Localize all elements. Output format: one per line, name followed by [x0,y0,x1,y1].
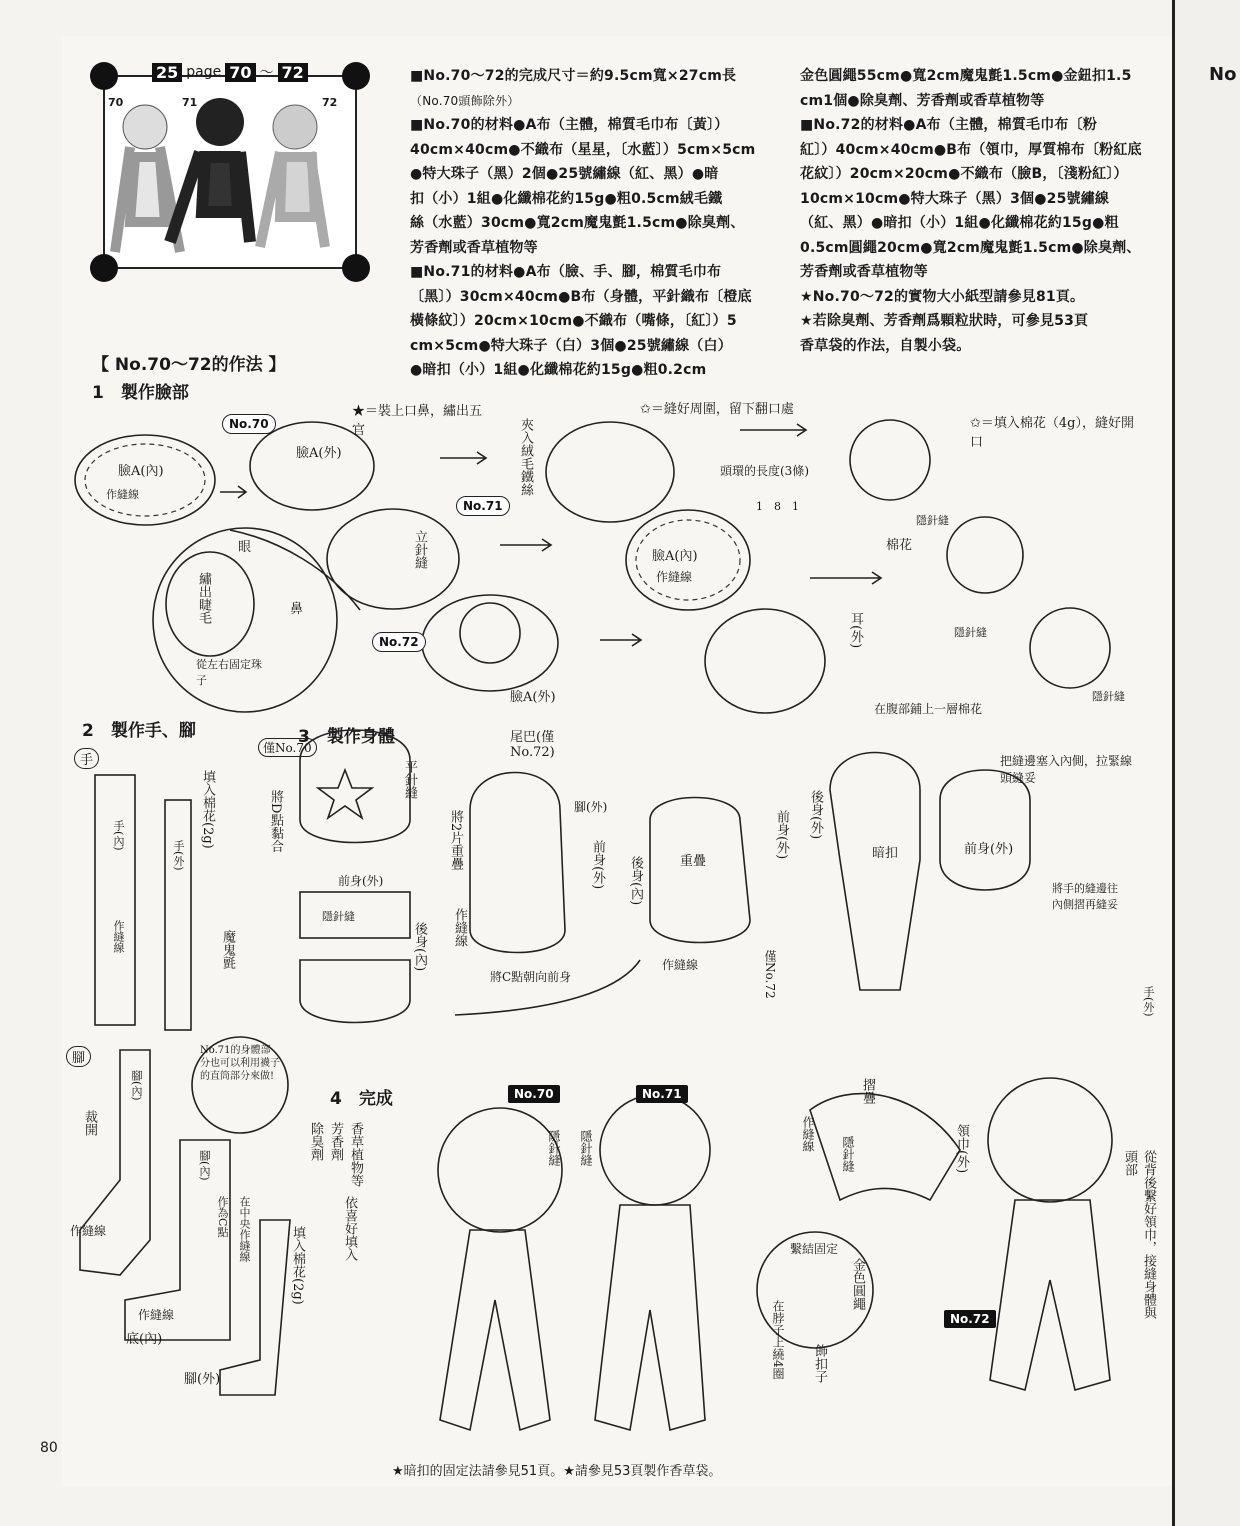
label-seam-scarf: 作縫線 [801,1116,815,1152]
arrow [810,572,881,584]
tag-no70: No.70 [222,414,276,434]
spec-line: 金色圓繩55cm●寬2cm魔鬼氈1.5cm●金鈕扣1.5 [800,68,1132,84]
body-front-piece [300,892,410,938]
spec-line: （紅、黑）●暗扣（小）1組●化纖棉花約15g●粗 [800,215,1119,231]
label-hidden-stitch-1: 隱針縫 [916,514,949,527]
label-hidden-stitch-2: 隱針縫 [954,626,987,639]
spec-line: （No.70頭飾除外） [410,93,520,108]
label-velcro: 魔鬼氈 [220,930,235,969]
spec-line: ●暗扣（小）1組●化纖棉花約15g●粗0.2cm [410,362,707,378]
label-button: 飾扣子 [812,1344,827,1383]
spec-line: cm×5cm●特大珠子（白）3個●25號繡線（白） [410,337,732,354]
step-2-title: 2 製作手、腳 [82,721,196,741]
label-only72: 僅No.72 [763,950,777,999]
finished-doll-no72-head [988,1078,1112,1202]
label-c-point: 作為C點 [216,1196,229,1238]
label-fold: 摺疊 [860,1078,875,1104]
star-applique [318,770,372,818]
label-aroma: 芳香劑 [328,1122,343,1161]
photo-label-72: 72 [322,96,338,109]
label-back-in-2: 後身(內) [628,856,643,906]
label-fill-like: 依喜好填入 [342,1196,357,1261]
footer-note: ★暗扣的固定法請參見51頁。★請參見53頁製作香草袋。 [392,1464,722,1479]
label-fix-beads: 從左右固定珠子 [196,658,262,687]
label-hand-seam: 將手的縫邊往內側摺再縫妥 [1052,882,1118,911]
label-running-stitch: 平針縫 [402,760,417,799]
step-4-title: 4 完成 [330,1089,393,1109]
tag-no71: No.71 [456,496,510,516]
finished-doll-no71-body [595,1205,705,1430]
issue-badge: 25 [152,63,182,82]
page-word: page [186,64,222,80]
spec-line: 40cm×40cm●不織布（星星，〔水藍〕）5cm×5cm [410,141,756,158]
label-snap: 暗扣 [872,846,899,861]
face-with-ear [705,609,825,713]
label-seam-hand: 作縫線 [112,920,125,953]
body-finished-front [940,770,1030,890]
spec-line: ★若除臭劑、芳香劑爲顆粒狀時，可參見53頁 [800,313,1089,329]
label-on-belly: 在腹部鋪上一層棉花 [874,702,983,716]
body-with-limbs [830,753,920,991]
label-two-overlap: 將2片重疊 [448,810,463,871]
label-cotton: 棉花 [886,538,913,553]
hand-inner-piece [95,775,135,1025]
label-fill-2g: 填入棉花(2g) [200,770,215,849]
section-title: 【 No.70～72的作法 】 [92,355,286,375]
spec-line: 〔黑〕）30cm×40cm●B布（身體，平針織布〔橙底 [410,288,752,305]
spec-line: 10cm×10cm●特大珠子（黑）3個●25號繡線 [800,190,1110,207]
label-front-body: 前身(外) [964,842,1014,857]
body-overlap-piece [470,773,565,953]
label-eye: 眼 [238,540,252,555]
label-scarf-out: 領巾(外) [954,1124,969,1174]
label-seam: 作縫線 [106,488,139,501]
label-c-to-front: 將C點朝向前身 [490,970,572,984]
spec-line: ■No.71的材料●A布（臉、手、腳，棉質毛巾布 [410,264,722,280]
badge-no72: No.72 [944,1310,996,1328]
label-sock-note: No.71的身體部分也可以利用襪子的直筒部分來做! [200,1045,280,1082]
label-face-a-out: 臉A(外) [296,446,342,461]
hand-outer-piece [165,800,191,1030]
label-only70: 僅No.70 [258,738,317,757]
page-number: 80 [40,1440,58,1456]
head-no70 [850,420,930,500]
step-3-title: 3 製作身體 [298,727,395,747]
label-front-out-2: 前身(外) [590,840,605,890]
label-gold-cord: 金色圓繩 [850,1258,865,1310]
facing-page-edge [1172,0,1240,1526]
arrow [500,539,551,551]
label-front-out: 前身(外) [338,874,384,888]
note-fill-cotton: ✩＝填入棉花（4g），縫好開口 [970,416,1134,450]
label-hidden-stitch-body: 隱針縫 [322,910,355,923]
face-a-outer-no72 [422,595,558,691]
label-leg-in: 腳(內) [130,1070,143,1101]
spec-line: 0.5cm圓繩20cm●寬2cm魔鬼氈1.5cm●除臭劑、 [800,239,1141,256]
arrow [740,424,806,436]
label-insert-wire: 夾入絨毛鐵絲 [518,418,533,496]
label-overlap: 重疊 [680,854,707,869]
label-hand: 手 [74,748,99,769]
label-hand-in: 手(內) [112,820,125,851]
label-sew-neck: 從背後繫好領巾，接縫身體與頭部 [1122,1150,1156,1319]
photo-label-70: 70 [108,96,124,109]
body-assembled-piece [650,798,750,943]
label-ring-length: 頭環的長度(3條) [720,464,809,478]
label-cut-open: 裁開 [82,1110,97,1136]
label-seam-2: 作縫線 [656,570,693,584]
arrow [220,486,246,498]
spec-line: 橫條紋〕）20cm×10cm●不織布（嘴條，〔紅〕）5 [410,313,737,329]
label-herb: 香草植物等 [348,1122,363,1187]
face-a-inner-piece [75,435,215,525]
label-face-a-in-2: 臉A(內) [652,549,698,564]
label-ear-out: 耳(外) [848,612,863,649]
label-leg-out-body: 腳(外) [574,800,608,814]
label-wrap4: 在脖子上繞4圈 [771,1300,785,1380]
label-back-out: 後身(外) [808,790,823,840]
label-hidden-stitch-70: 隱針縫 [547,1130,561,1166]
finished-doll-no70-head [438,1108,562,1232]
label-stick-d: 將D點黏合 [268,790,283,853]
finished-doll-no71-head [600,1095,710,1205]
spec-line: 花紋〕）20cm×20cm●不織布（臉B，〔淺粉紅〕） [800,166,1128,182]
label-center-seam: 在中央作縫線 [238,1196,251,1262]
label-hidden-stitch-3: 隱針縫 [1092,690,1125,703]
label-leg-in-2: 腳(內) [198,1150,211,1181]
label-seam-leg: 作縫線 [70,1224,107,1238]
note-sew-around: ✩＝縫好周圍，留下翻口處 [640,402,794,417]
step-1-title: 1 製作臉部 [92,383,189,403]
label-seam-bottom: 作縫線 [138,1308,175,1322]
label-ring-nums: 1 8 1 [756,500,799,513]
label-tail: 尾巴(僅No.72) [510,730,555,760]
label-leg: 腳 [66,1046,91,1067]
label-bottom-in: 底(內) [126,1332,163,1347]
label-nose: 鼻 [290,602,304,617]
spec-line: ■No.70的材料●A布（主體，棉質毛巾布〔黃〕） [410,117,729,133]
face-sewn-top [546,422,674,522]
spec-line: 絲（水藍）30cm●寬2cm魔鬼氈1.5cm●除臭劑、 [410,215,745,231]
label-front-out-3: 前身(外) [774,810,789,860]
spec-line: 扣（小）1組●化纖棉花約15g●粗0.5cm絨毛鐵 [410,190,723,207]
label-hand-out-body: 手(外) [1142,986,1155,1017]
label-stand-stitch: 立針縫 [412,530,427,569]
label-fill-2g-leg: 填入棉花(2g) [290,1226,305,1305]
label-push-seam: 把縫邊塞入內側，拉緊線頭縫妥 [1000,754,1133,785]
badge-no71: No.71 [636,1085,688,1103]
label-hidden-stitch-71: 隱針縫 [579,1130,593,1166]
page-from: 70 [225,63,255,82]
scarf-piece [810,1094,960,1200]
label-face-a-in: 臉A(內) [118,464,164,479]
finished-doll-no72-body [990,1200,1110,1390]
body-back-piece [300,960,410,1023]
label-hidden-stitch-scarf: 隱針縫 [841,1136,855,1172]
arrow [600,634,641,646]
tag-no72: No.72 [372,632,426,652]
head-no72 [1030,608,1110,688]
spec-line: 香草袋的作法，自製小袋。 [800,337,971,354]
arrow [440,452,486,464]
spec-line: ■No.72的材料●A布（主體，棉質毛巾布〔粉 [800,117,1098,133]
spec-line: cm1個●除臭劑、芳香劑或香草植物等 [800,92,1045,109]
label-tie-fix: 繫結固定 [790,1242,839,1256]
spec-line: 芳香劑或香草植物等 [410,239,538,256]
spec-line: 紅〕）40cm×40cm●B布（領巾，厚質棉布〔粉紅底 [800,141,1142,158]
label-deodorant: 除臭劑 [308,1122,323,1161]
finished-doll-no70-body [440,1230,550,1430]
label-seam-body: 作縫線 [452,908,467,947]
spec-line: ●特大珠子（黑）2個●25號繡線（紅、黑）●暗 [410,166,719,182]
label-hand-out: 手(外) [172,840,185,871]
page-sep: ～ [259,65,274,81]
note-star-face: ★＝裝上口鼻，繡出五官 [352,404,483,438]
badge-no70: No.70 [508,1085,560,1103]
label-face-a-out-2: 臉A(外) [510,690,556,705]
head-no71 [947,517,1023,593]
label-embroider-lashes: 繡出睫毛 [196,572,211,624]
spec-line: ■No.70～72的完成尺寸＝約9.5cm寬×27cm長 [410,68,737,84]
label-back-in: 後身(內) [412,922,427,972]
spec-line: ★No.70～72的實物大小紙型請參見81頁。 [800,288,1085,305]
page-to: 72 [278,63,308,82]
facing-page-fragment: No [1209,64,1237,85]
label-leg-out: 腳(外) [184,1372,221,1387]
spec-line: 芳香劑或香草植物等 [800,264,928,280]
label-seam-body-2: 作縫線 [662,958,699,972]
photo-label-71: 71 [182,96,198,109]
